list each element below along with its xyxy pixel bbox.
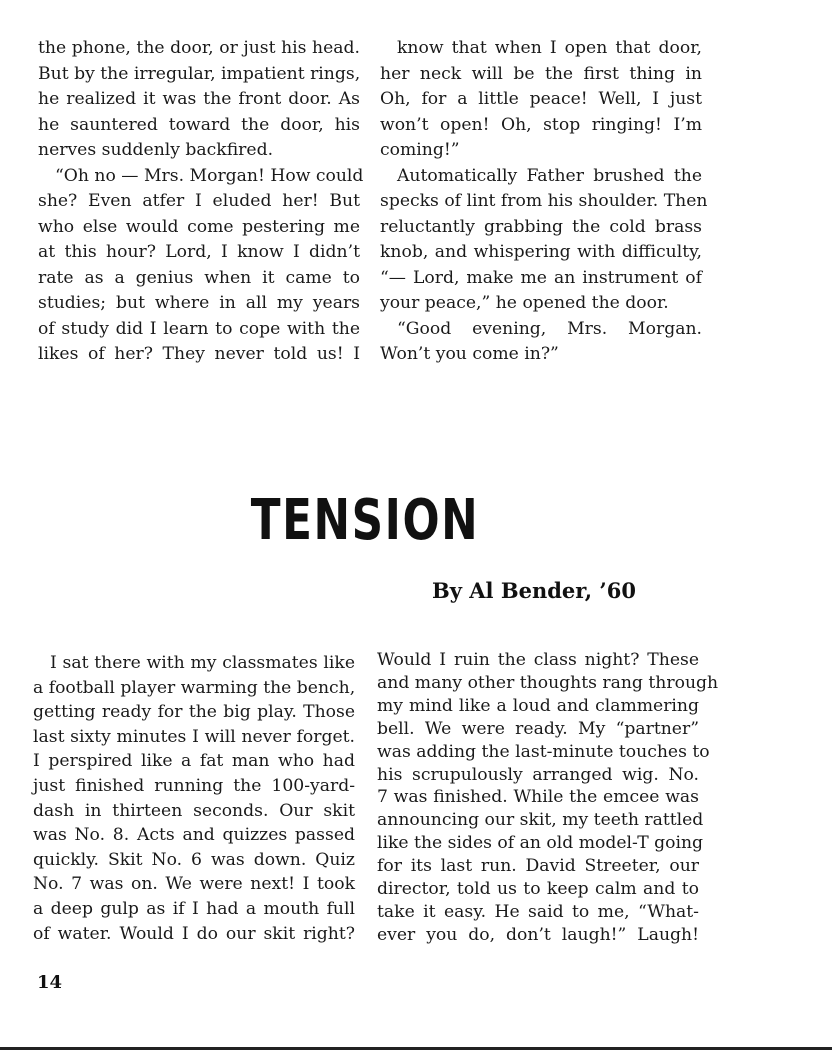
text-line: bell. We were ready. My “partner”: [377, 718, 699, 739]
text-line: I sat there with my classmates like: [50, 653, 355, 673]
text-line: know that when I open that door,: [397, 38, 702, 58]
text-line: quickly. Skit No. 6 was down. Quiz: [33, 849, 355, 870]
text-line: a football player warming the bench,: [33, 677, 356, 698]
bottom-rule: [0, 1047, 832, 1050]
text-line: announcing our skit, my teeth rattled: [377, 810, 704, 831]
text-line: at this hour? Lord, I know I didn’t: [38, 242, 360, 262]
text-line: Automatically Father brushed the: [397, 165, 702, 186]
article-byline: By Al Bender, ’60: [432, 578, 636, 603]
text-line: a deep gulp as if I had a mouth full: [33, 898, 355, 919]
text-line: “— Lord, make me an instrument of: [380, 267, 702, 288]
text-line: Oh, for a little peace! Well, I just: [380, 89, 702, 109]
text-line: No. 7 was on. We were next! I took: [33, 874, 355, 895]
text-line: I perspired like a fat man who had: [33, 751, 355, 772]
page-number: 14: [37, 972, 63, 993]
text-line: his scrupulously arranged wig. No.: [377, 764, 699, 785]
text-line: dash in thirteen seconds. Our skit: [33, 800, 355, 821]
text-line: director, told us to keep calm and to: [377, 879, 699, 900]
bottom-left-column: [33, 651, 355, 946]
text-line: ever you do, don’t laugh!” Laugh!: [377, 924, 699, 945]
text-line: reluctantly grabbing the cold brass: [380, 216, 702, 237]
text-line: your peace,” he opened the door.: [380, 293, 669, 313]
text-line: he sauntered toward the door, his: [38, 114, 360, 135]
text-line: of study did I learn to cope with the: [38, 318, 360, 339]
text-line: he realized it was the front door. As: [38, 89, 360, 109]
text-line: for its last run. David Streeter, our: [377, 856, 699, 877]
text-line: won’t open! Oh, stop ringing! I’m: [380, 114, 702, 135]
text-line: Would I ruin the class night? These: [377, 650, 699, 670]
text-line: was No. 8. Acts and quizzes passed: [33, 825, 355, 846]
top-right-column: [380, 36, 708, 368]
text-line: my mind like a loud and clammering: [377, 695, 699, 716]
text-line: last sixty minutes I will never forget.: [33, 726, 355, 747]
text-line: coming!”: [380, 140, 460, 160]
text-line: But by the irregular, impatient rings,: [38, 63, 361, 84]
text-line: the phone, the door, or just his head.: [38, 38, 360, 58]
text-line: 7 was finished. While the emcee was: [377, 787, 699, 808]
text-line: was adding the last-minute touches to: [377, 741, 710, 762]
text-line: knob, and whispering with difficulty,: [380, 242, 702, 262]
text-line: like the sides of an old model-T going: [377, 833, 704, 854]
text-line: nerves suddenly backfired.: [38, 140, 274, 160]
text-line: take it easy. He said to me, “What-: [377, 901, 699, 922]
bottom-right-column: [377, 649, 719, 947]
text-line: her neck will be the first thing in: [380, 63, 702, 84]
text-line: just finished running the 100-yard-: [33, 775, 355, 796]
text-line: “Oh no — Mrs. Morgan! How could: [55, 165, 364, 186]
text-line: of water. Would I do our skit right?: [33, 923, 355, 944]
article-title: TENSION: [250, 488, 480, 553]
text-line: and many other thoughts rang through: [377, 672, 719, 693]
text-line: Won’t you come in?”: [380, 344, 559, 364]
text-line: studies; but where in all my years: [38, 293, 360, 313]
text-line: “Good evening, Mrs. Morgan.: [397, 318, 702, 339]
text-line: she? Even atfer I eluded her! But: [38, 191, 360, 211]
text-line: likes of her? They never told us! I: [38, 344, 360, 364]
text-line: getting ready for the big play. Those: [33, 702, 355, 723]
top-left-column: [38, 36, 364, 368]
text-line: rate as a genius when it came to: [38, 267, 360, 288]
text-line: specks of lint from his shoulder. Then: [380, 191, 708, 211]
text-line: who else would come pestering me: [38, 216, 360, 237]
